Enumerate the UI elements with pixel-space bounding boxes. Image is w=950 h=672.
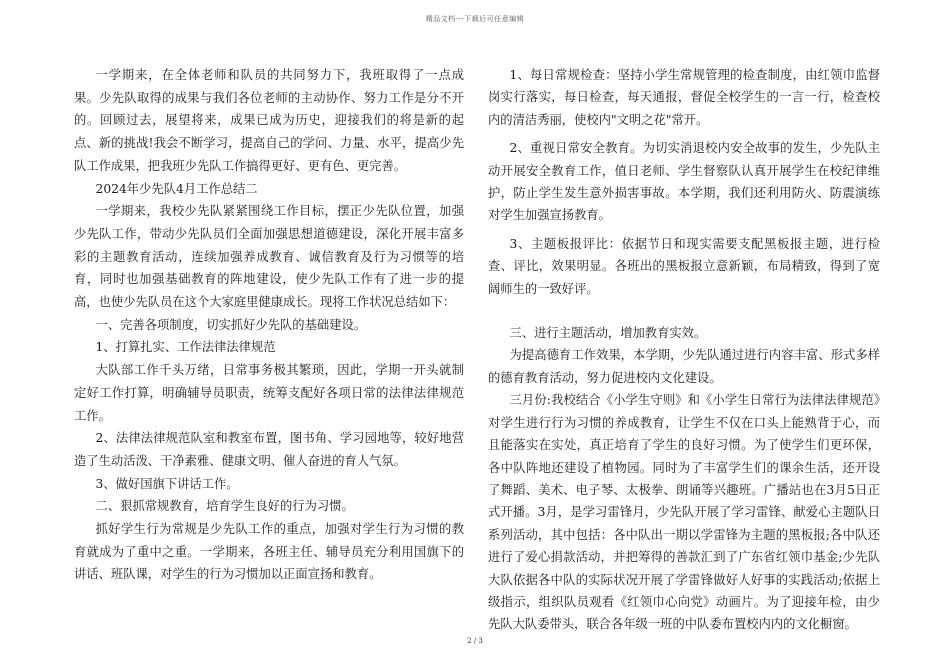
subheading: 3、做好国旗下讲话工作。 <box>95 476 239 491</box>
paragraph: 抓好学生行为常规是少先队工作的重点，加强对学生行为习惯的教育就成为了重中之重。一学期来，各班主任、辅导员充分利用国旗下的讲话、班队课，对学生的行为习惯加以正面宣扬和教育。 <box>74 522 464 582</box>
paragraph: 3、主题板报评比：依据节日和现实需要支配黑板报主题，进行检查、评比，效果明显。各班出的黑板报立意新颖，布局精致，得到了宽阔师生的一致好评。 <box>488 236 880 296</box>
paragraph: 一学期来，我校少先队紧紧围绕工作目标，摆正少先队位置，加强少先队工作，带动少先队员们全面加强思想道德建设，深化开展丰富多彩的主题教育活动，连续加强养成教育、诚信教育及行为习惯等的培育，同时也加强基础教育的阵地建设，使少先队工作有了进一步的提高，也使少先队员在这个大家庭里健康成长。现将工作状况总结如下： <box>74 204 464 310</box>
page-number: 2 / 3 <box>467 637 483 645</box>
paragraph: 2、重视日常安全教育。为切实消退校内安全故事的发生，少先队主动开展安全教育工作，值日老师、学生督察队认真开展学生在校纪律维护，防止学生发生意外损害事故。本学期，我们还利用防火、防震演练对学生加强宣扬教育。 <box>488 141 880 223</box>
paragraph: 2、法律法律规范队室和教室布置，图书角、学习园地等，较好地营造了生动活泼、干净素雅、健康文明、催人奋进的育人气氛。 <box>74 431 464 468</box>
paragraph: 为提高德育工作效果，本学期，少先队通过进行内容丰富、形式多样的德育教育活动，努力促进校内文化建设。 <box>488 348 880 385</box>
heading: 三、进行主题活动，增加教育实效。 <box>509 326 707 341</box>
page-header: 精品文档---下载后可任意编辑 <box>425 15 525 23</box>
paragraph: 一学期来，在全体老师和队员的共同努力下，我班取得了一点成果。少先队取得的成果与我们各位老师的主动协作、努力工作是分不开的。回顾过去，展望将来，成果已成为历史，迎接我们的将是新的起点、新的挑战!我会不断学习，提高自己的学问、力量、水平，提高少先队工作成果，把我班少先队工作搞得更好、更有色、更完善。 <box>74 68 464 173</box>
section-title: 2024年少先队4月工作总结二 <box>95 181 258 196</box>
paragraph: 三月份:我校结合《小学生守则》和《小学生日常行为法律法律规范》对学生进行行为习惯的养成教育，让学生不仅在口头上能熟背于心，而且能落实在实处，真正培育了学生的良好习惯。为了使学生们更环保，各中队阵地还建设了植物园。同时为了丰富学生们的课余生活，还开设了舞蹈、美术、电子琴、太极拳、朗诵等兴趣班。广播站也在3月5日正式开播。3月，是学习雷锋月，少先队开展了学习雷锋、献爱心主题队日系列活动，其中包括：各中队出一期以学雷锋为主题的黑板报;各中队还进行了爱心捐款活动，并把筹得的善款汇到了广东省红领巾基金;少先队大队依据各中队的实际状况开展了学雷锋做好人好事的实践活动;依据上级指示，组织队员观看《红领巾心向党》动画片。为了迎接年检，由少先队大队委带头，联合各年级一班的中队委布置校内内的文化橱窗。 <box>488 393 880 632</box>
left-column <box>74 64 464 586</box>
right-column <box>488 64 880 636</box>
heading: 一、完善各项制度，切实抓好少先队的基础建设。 <box>95 317 367 332</box>
subheading: 1、打算扎实、工作法律法律规范 <box>95 340 276 355</box>
paragraph: 大队部工作千头万绪，日常事务极其繁琐，因此，学期一开头就制定好工作打算，明确辅导员职责，统筹支配好各项日常的法律法律规范工作。 <box>74 363 464 423</box>
paragraph: 1、每日常规检查：坚持小学生常规管理的检查制度，由红领巾监督岗实行落实，每日检查，每天通报，督促全校学生的一言一行，检查校内的清洁秀丽，使校内"文明之花"常开。 <box>488 68 880 127</box>
heading: 二、狠抓常规教育，培育学生良好的行为习惯。 <box>95 499 354 514</box>
